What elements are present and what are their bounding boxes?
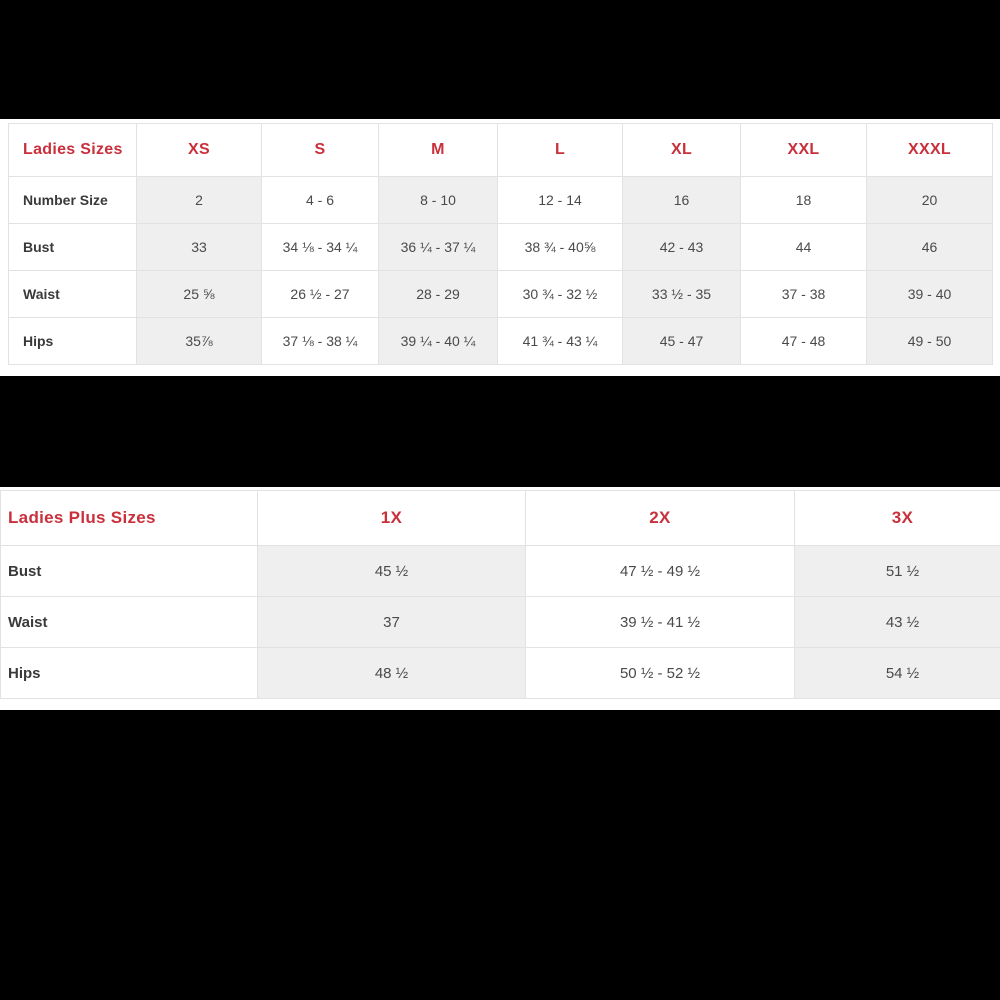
size-cell: 38 ¾ - 40⅝ [498,224,623,271]
table-row-bust [1,546,1000,597]
ladies-sizes-table [8,123,993,365]
size-cell: 39 ¼ - 40 ¼ [379,318,498,365]
column-header-3x: 3X [795,491,1000,546]
size-cell: 28 - 29 [379,271,498,318]
column-header-2x: 2X [526,491,795,546]
size-cell: 4 - 6 [262,177,379,224]
row-label: Waist [9,271,137,318]
ladies-plus-sizes-title: Ladies Plus Sizes [1,491,258,546]
size-cell: 39 ½ - 41 ½ [526,597,795,648]
column-header-xs: XS [137,124,262,177]
size-cell: 30 ¾ - 32 ½ [498,271,623,318]
size-cell: 35⅞ [137,318,262,365]
size-cell: 45 ½ [258,546,526,597]
size-cell: 18 [741,177,867,224]
ladies-sizes-section [0,119,1000,376]
column-header-l: L [498,124,623,177]
table-row-bust [9,224,993,271]
table-row-waist [9,271,993,318]
column-header-xxxl: XXXL [867,124,993,177]
column-header-1x: 1X [258,491,526,546]
size-cell: 47 ½ - 49 ½ [526,546,795,597]
size-cell: 46 [867,224,993,271]
ladies-sizes-title: Ladies Sizes [9,124,137,177]
row-label: Hips [1,648,258,699]
size-cell: 39 - 40 [867,271,993,318]
size-cell: 34 ⅛ - 34 ¼ [262,224,379,271]
row-label: Waist [1,597,258,648]
size-cell: 20 [867,177,993,224]
size-cell: 48 ½ [258,648,526,699]
size-cell: 33 ½ - 35 [623,271,741,318]
row-label: Number Size [9,177,137,224]
size-cell: 37 ⅛ - 38 ¼ [262,318,379,365]
size-cell: 36 ¼ - 37 ¼ [379,224,498,271]
size-cell: 50 ½ - 52 ½ [526,648,795,699]
size-cell: 2 [137,177,262,224]
size-cell: 43 ½ [795,597,1000,648]
table-row-hips [1,648,1000,699]
size-cell: 33 [137,224,262,271]
row-label: Hips [9,318,137,365]
size-cell: 37 - 38 [741,271,867,318]
size-cell: 49 - 50 [867,318,993,365]
size-cell: 51 ½ [795,546,1000,597]
size-cell: 12 - 14 [498,177,623,224]
column-header-xxl: XXL [741,124,867,177]
header-row [9,124,993,177]
size-cell: 16 [623,177,741,224]
column-header-xl: XL [623,124,741,177]
ladies-plus-sizes-table [0,490,1000,699]
table-row-number-size [9,177,993,224]
header-row [1,491,1000,546]
size-cell: 41 ¾ - 43 ¼ [498,318,623,365]
size-cell: 47 - 48 [741,318,867,365]
size-cell: 26 ½ - 27 [262,271,379,318]
size-cell: 8 - 10 [379,177,498,224]
size-cell: 54 ½ [795,648,1000,699]
size-cell: 37 [258,597,526,648]
column-header-s: S [262,124,379,177]
row-label: Bust [1,546,258,597]
column-header-m: M [379,124,498,177]
size-cell: 45 - 47 [623,318,741,365]
ladies-plus-sizes-section [0,487,1000,710]
size-cell: 25 ⅝ [137,271,262,318]
size-cell: 44 [741,224,867,271]
row-label: Bust [9,224,137,271]
table-row-waist [1,597,1000,648]
size-cell: 42 - 43 [623,224,741,271]
table-row-hips [9,318,993,365]
